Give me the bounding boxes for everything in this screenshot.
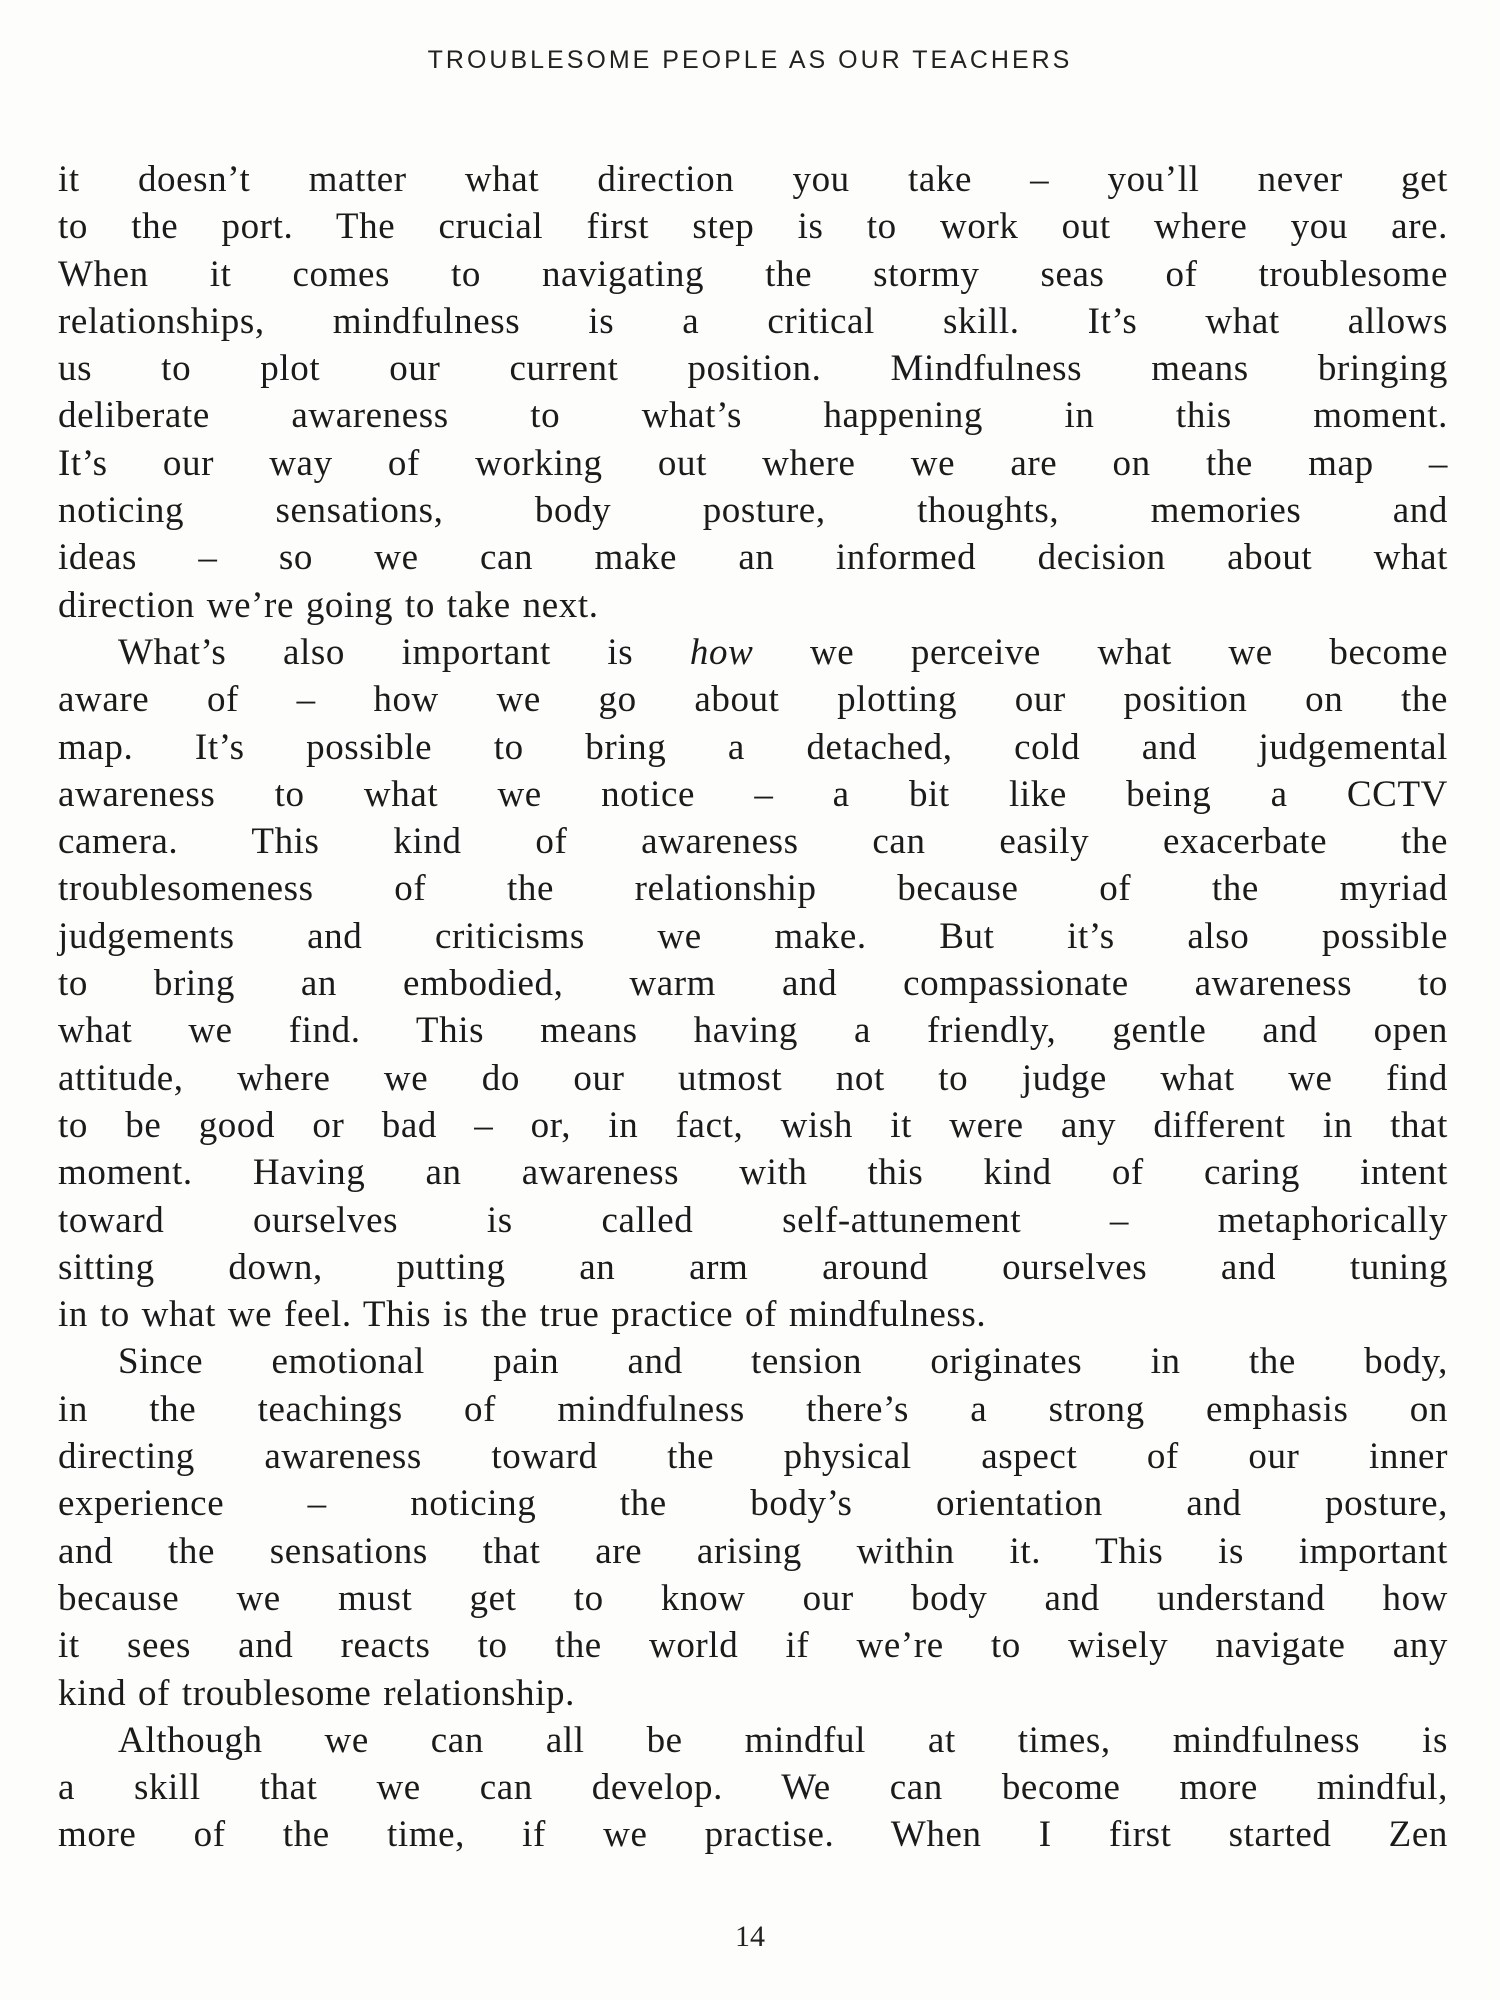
text-line: direction we’re going to take next.: [58, 584, 599, 626]
page-number: 14: [735, 1920, 765, 1953]
running-head: TROUBLESOME PEOPLE AS OUR TEACHERS: [427, 46, 1073, 74]
text-line: us to plot our current position. Mindfulness means bringing: [58, 348, 1448, 390]
text-line: relationships, mindfulness is a critical skill. It’s what allows: [58, 300, 1448, 342]
text-line: toward ourselves is called self-attunement – metaphorically: [58, 1199, 1448, 1241]
text-line: aware of – how we go about plotting our position on the: [58, 679, 1448, 721]
text-line: awareness to what we notice – a bit like being a CCTV: [58, 773, 1448, 815]
text-line: ideas – so we can make an informed decision about what: [58, 537, 1448, 579]
text-line: camera. This kind of awareness can easily exacerbate the: [58, 821, 1448, 863]
text-line: experience – noticing the body’s orientation and posture,: [58, 1483, 1448, 1525]
text-line: because we must get to know our body and understand how: [58, 1577, 1448, 1619]
text-line: [58, 629, 1448, 676]
text-line: to be good or bad – or, in fact, wish it were any different in that: [58, 1104, 1448, 1146]
text-line: noticing sensations, body posture, thoughts, memories and: [58, 490, 1448, 532]
text-line: it doesn’t matter what direction you take – you’ll never get: [58, 159, 1448, 200]
text-fragment: What’s also important is: [118, 631, 690, 673]
text-line: a skill that we can develop. We can become more mindful,: [58, 1767, 1448, 1809]
text-line: it sees and reacts to the world if we’re to wisely navigate any: [58, 1625, 1448, 1667]
text-fragment: we perceive what we become: [753, 631, 1448, 673]
text-line: deliberate awareness to what’s happening in this moment.: [58, 395, 1448, 437]
text-line: Since emotional pain and tension originates in the body,: [118, 1341, 1448, 1383]
text-line: and the sensations that are arising within it. This is important: [58, 1530, 1448, 1572]
text-line: It’s our way of working out where we are on the map –: [58, 442, 1448, 484]
text-line: to the port. The crucial first step is to work out where you are.: [58, 206, 1448, 248]
text-line: in the teachings of mindfulness there’s a strong emphasis on: [58, 1388, 1448, 1430]
text-line: more of the time, if we practise. When I first started Zen: [58, 1814, 1448, 1856]
text-line: to bring an embodied, warm and compassionate awareness to: [58, 963, 1448, 1005]
text-line: attitude, where we do our utmost not to judge what we find: [58, 1057, 1448, 1099]
text-line: moment. Having an awareness with this kind of caring intent: [58, 1152, 1448, 1194]
text-line: judgements and criticisms we make. But it’s also possible: [58, 915, 1448, 957]
text-line: Although we can all be mindful at times, mindfulness is: [118, 1719, 1448, 1761]
text-line: map. It’s possible to bring a detached, cold and judgemental: [58, 726, 1448, 768]
text-line: in to what we feel. This is the true practice of mindfulness.: [58, 1294, 987, 1336]
text-line: sitting down, putting an arm around ourselves and tuning: [58, 1246, 1448, 1288]
body-text: [58, 156, 1448, 1859]
text-line: what we find. This means having a friendly, gentle and open: [58, 1010, 1448, 1052]
text-line: When it comes to navigating the stormy seas of troublesome: [58, 253, 1448, 295]
text-line: directing awareness toward the physical aspect of our inner: [58, 1436, 1448, 1478]
emphasis-word: how: [689, 631, 754, 673]
text-line: kind of troublesome relationship.: [58, 1672, 575, 1714]
text-line: troublesomeness of the relationship because of the myriad: [58, 868, 1448, 910]
